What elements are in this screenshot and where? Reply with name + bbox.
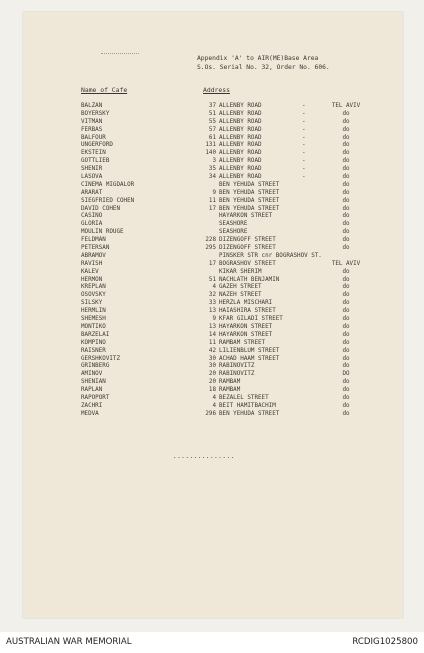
footer-record-id: RCDIG1025800 (352, 637, 418, 647)
table-row (0, 198, 424, 206)
cafe-name: ARARAT (81, 189, 103, 196)
cafe-name: DAVID COHEN (81, 205, 121, 212)
city-name: do (342, 221, 350, 228)
street-address: RABINOVITZ (219, 371, 255, 378)
table-row (0, 284, 424, 292)
archive-footer (0, 632, 424, 653)
row-dash: - (302, 118, 306, 125)
cafe-list (0, 103, 424, 419)
street-number: 33 (208, 300, 216, 307)
city-name: do (342, 316, 350, 323)
street-address: BEZALEL STREET (219, 394, 269, 401)
street-address: HAYARKON STREET (219, 213, 273, 220)
street-address: ALLENBY ROAD (219, 158, 262, 165)
cafe-name: SIEGFRIED COHEN (81, 197, 135, 204)
city-name: do (342, 379, 350, 386)
street-number: 20 (208, 379, 216, 386)
table-row (0, 387, 424, 395)
city-name: do (342, 402, 350, 409)
street-number: 11 (208, 197, 216, 204)
street-number: 51 (208, 276, 216, 283)
table-row (0, 363, 424, 371)
street-number: 51 (208, 110, 216, 117)
row-dash: - (302, 126, 306, 133)
cafe-name: CINEMA MIGDALOR (81, 181, 135, 188)
street-address: ALLENBY ROAD (219, 134, 262, 141)
cafe-name: GRINBERG (81, 363, 110, 370)
street-number: 9 (212, 316, 216, 323)
street-number: 35 (208, 166, 216, 173)
cafe-name: VITMAN (81, 118, 103, 125)
street-address: ALLENBY ROAD (219, 110, 262, 117)
cafe-name: GERSHKOVITZ (81, 355, 121, 362)
table-row (0, 245, 424, 253)
street-address: HAIASHIRA STREET (219, 308, 276, 315)
city-name: do (342, 150, 350, 157)
city-name: do (342, 237, 350, 244)
table-row (0, 261, 424, 269)
header-serial-line: S.Os. Serial No. 32, Order No. 606. (197, 63, 330, 71)
table-row (0, 150, 424, 158)
cafe-name: KREPLAN (81, 284, 106, 291)
cafe-name: MONTIKO (81, 323, 106, 330)
street-address: KFAR GILADI STREET (219, 316, 283, 323)
table-row (0, 127, 424, 135)
street-number: 131 (205, 142, 216, 149)
cafe-name: PETERSAN (81, 245, 110, 252)
street-address: NAZEH STREET (219, 292, 262, 299)
city-name: TEL AVIV (331, 260, 361, 267)
city-name: do (342, 387, 350, 394)
table-row (0, 174, 424, 182)
street-number: 3 (212, 158, 216, 165)
street-number: 17 (208, 205, 216, 212)
cafe-name: AMINOV (81, 371, 103, 378)
table-row (0, 348, 424, 356)
street-address: BEN YEHUDA STREET (219, 189, 280, 196)
table-row (0, 111, 424, 119)
table-row (0, 340, 424, 348)
city-name: do (342, 323, 350, 330)
street-number: 37 (208, 103, 216, 109)
table-row (0, 300, 424, 308)
street-number: 4 (212, 394, 216, 401)
cafe-name: RAPLAN (81, 387, 103, 394)
street-number: 17 (208, 260, 216, 267)
street-number: 14 (208, 331, 216, 338)
street-number: 30 (208, 355, 216, 362)
street-address: KIKAR SHERIM (219, 268, 262, 275)
street-number: 228 (205, 237, 216, 244)
street-address: ALLENBY ROAD (219, 166, 262, 173)
row-dash: - (302, 150, 306, 157)
cafe-name: OSOVSKY (81, 292, 106, 299)
street-address: RABINOVITZ (219, 363, 255, 370)
table-row (0, 119, 424, 127)
table-row (0, 395, 424, 403)
table-row (0, 135, 424, 143)
city-name: do (342, 363, 350, 370)
cafe-name: FELDMAN (81, 237, 106, 244)
street-address: DIZENGOFF STREET (219, 245, 276, 252)
cafe-name: RAVISH (81, 260, 103, 267)
table-row (0, 142, 424, 150)
cafe-name: SHENIAN (81, 379, 106, 386)
table-row (0, 237, 424, 245)
street-address: BEN YEHUDA STREET (219, 205, 280, 212)
street-number: 32 (208, 292, 216, 299)
column-header-address: Address (203, 86, 230, 94)
city-name: do (342, 213, 350, 220)
street-address: BEN YEHUDA STREET (219, 410, 280, 417)
city-name: do (342, 292, 350, 299)
street-address: SEASHORE (219, 229, 248, 236)
table-row (0, 332, 424, 340)
table-row (0, 253, 424, 261)
street-number: 13 (208, 323, 216, 330)
street-address: ALLENBY ROAD (219, 118, 262, 125)
city-name: do (342, 134, 350, 141)
street-address: RAMBAM (219, 379, 241, 386)
street-number: 55 (208, 118, 216, 125)
table-row (0, 292, 424, 300)
cafe-name: KOMPINO (81, 339, 106, 346)
cafe-name: BALFOUR (81, 134, 106, 141)
street-address: DIZENGOFF STREET (219, 237, 276, 244)
street-address: BEN YEHUDA STREET (219, 181, 280, 188)
table-row (0, 316, 424, 324)
table-row (0, 221, 424, 229)
city-name: do (342, 276, 350, 283)
street-address: BOGRASHOV STREET (219, 260, 276, 267)
street-number: 18 (208, 387, 216, 394)
street-address: ALLENBY ROAD (219, 142, 262, 149)
street-number: 295 (205, 245, 216, 252)
cafe-name: GLORIA (81, 221, 103, 228)
street-address: BEIT HAMITBACHIM (219, 402, 276, 409)
table-row (0, 308, 424, 316)
city-name: do (342, 339, 350, 346)
street-address: ALLENBY ROAD (219, 174, 262, 181)
city-name: do (342, 229, 350, 236)
city-name: do (342, 142, 350, 149)
street-address: GAZEH STREET (219, 284, 262, 291)
city-name: do (342, 284, 350, 291)
street-number: 4 (212, 284, 216, 291)
row-dash: - (302, 174, 306, 181)
street-address: RAMBAM STREET (219, 339, 266, 346)
street-number: 57 (208, 126, 216, 133)
city-name: do (342, 410, 350, 417)
document-header (197, 55, 397, 72)
street-address: LILIENBLUM STREET (219, 347, 280, 354)
table-row (0, 324, 424, 332)
street-address: ACHAD HAAM STREET (219, 355, 280, 362)
table-row (0, 277, 424, 285)
table-row (0, 269, 424, 277)
cafe-name: FERBAS (81, 126, 103, 133)
cafe-name: RAPOPORT (81, 394, 110, 401)
row-dash: - (302, 158, 306, 165)
street-number: 296 (205, 410, 216, 417)
cafe-name: SILSKY (81, 300, 103, 307)
table-row (0, 166, 424, 174)
street-address: BEN YEHUDA STREET (219, 197, 280, 204)
street-number: 42 (208, 347, 216, 354)
cafe-name: ABRAMOV (81, 252, 106, 259)
city-name: do (342, 158, 350, 165)
cafe-name: HERMON (81, 276, 103, 283)
table-row (0, 213, 424, 221)
row-dash: - (302, 142, 306, 149)
city-name: do (342, 331, 350, 338)
table-row (0, 182, 424, 190)
table-row (0, 103, 424, 111)
city-name: do (342, 308, 350, 315)
table-row (0, 411, 424, 419)
street-number: 34 (208, 174, 216, 181)
city-name: do (342, 347, 350, 354)
street-number: 9 (212, 189, 216, 196)
street-address: NACHLATH BENJAMIN (219, 276, 280, 283)
street-address: PINSKER STR cnr BOGRASHOV ST. (219, 252, 322, 259)
street-number: 61 (208, 134, 216, 141)
city-name: do (342, 110, 350, 117)
city-name: DO (342, 371, 350, 378)
city-name: do (342, 355, 350, 362)
footer-institution: AUSTRALIAN WAR MEMORIAL (6, 637, 132, 647)
cafe-name: UNGERFORD (81, 142, 113, 149)
city-name: do (342, 300, 350, 307)
street-address: ALLENBY ROAD (219, 126, 262, 133)
cafe-name: SHENIR (81, 166, 103, 173)
street-number: 11 (208, 339, 216, 346)
street-number: 30 (208, 363, 216, 370)
cafe-name: BALZAN (81, 103, 103, 109)
city-name: do (342, 174, 350, 181)
table-row (0, 379, 424, 387)
city-name: do (342, 245, 350, 252)
street-address: SEASHORE (219, 221, 248, 228)
cafe-name: LASOVA (81, 174, 103, 181)
cafe-name: KALEV (81, 268, 99, 275)
cafe-name: BARZELAI (81, 331, 110, 338)
table-row (0, 158, 424, 166)
city-name: do (342, 189, 350, 196)
city-name: do (342, 118, 350, 125)
column-header-name: Name of Cafe (81, 86, 128, 94)
street-address: ALLENBY ROAD (219, 150, 262, 157)
table-row (0, 371, 424, 379)
dotted-leader-line: ............... (173, 453, 235, 460)
city-name: do (342, 197, 350, 204)
street-number: 20 (208, 371, 216, 378)
cafe-name: HERMLIN (81, 308, 106, 315)
cafe-name: ZACHRI (81, 402, 103, 409)
street-address: HAYARKON STREET (219, 323, 273, 330)
city-name: do (342, 181, 350, 188)
cafe-name: SHEMESH (81, 316, 106, 323)
row-dash: - (302, 134, 306, 141)
street-address: ALLENBY ROAD (219, 103, 262, 109)
city-name: do (342, 268, 350, 275)
city-name: do (342, 394, 350, 401)
cafe-name: MEDVA (81, 410, 99, 417)
city-name: do (342, 166, 350, 173)
cafe-name: MOULIN ROUGE (81, 229, 124, 236)
table-row (0, 206, 424, 214)
cafe-name: BOYERSKY (81, 110, 110, 117)
table-row (0, 229, 424, 237)
city-name: do (342, 205, 350, 212)
cafe-name: RAISNER (81, 347, 106, 354)
header-appendix-line: Appendix 'A' to AIR(ME)Base Area (197, 55, 319, 62)
cafe-name: GOTTLIEB (81, 158, 110, 165)
table-row (0, 403, 424, 411)
street-address: HAYARKON STREET (219, 331, 273, 338)
street-address: RAMBAM (219, 387, 241, 394)
struck-out-marking (101, 53, 139, 54)
city-name: do (342, 126, 350, 133)
table-row (0, 356, 424, 364)
row-dash: - (302, 110, 306, 117)
street-number: 4 (212, 402, 216, 409)
row-dash: - (302, 103, 306, 109)
cafe-name: CASINO (81, 213, 103, 220)
street-number: 13 (208, 308, 216, 315)
street-address: HERZLA MISCHARI (219, 300, 273, 307)
table-row (0, 190, 424, 198)
city-name: TEL AVIV (331, 103, 361, 109)
cafe-name: EKSTEIN (81, 150, 106, 157)
row-dash: - (302, 166, 306, 173)
street-number: 140 (205, 150, 216, 157)
